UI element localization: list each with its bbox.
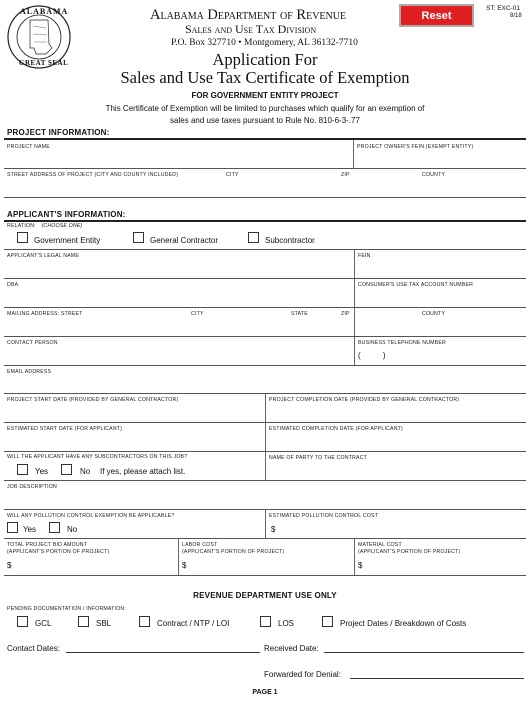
los-checkbox[interactable] [260,616,271,627]
bid-amount-dollar: $ [7,561,12,570]
subcontractor-checkbox[interactable] [248,232,259,243]
gcl-label: GCL [35,619,52,628]
project-street-label: STREET ADDRESS OF PROJECT (CITY AND COUNTY INCLUDED) [7,172,179,178]
contact-dates-label: Contact Dates: [7,644,60,653]
pollution-yes-label: Yes [23,525,37,534]
email-label: EMAIL ADDRESS [7,369,52,375]
form-title-line2: Sales and Use Tax Certificate of Exemption [120,68,410,87]
project-dates-checkbox[interactable] [322,616,333,627]
general-contractor-label: General Contractor [150,236,219,245]
project-dates-label: Project Dates / Breakdown of Costs [340,619,467,628]
contract-checkbox[interactable] [139,616,150,627]
form-title-line1: Application For [212,50,318,69]
project-section-heading: PROJECT INFORMATION: [7,128,110,137]
contact-person-label: CONTACT PERSON [7,340,58,346]
bid-amount-label: TOTAL PROJECT BID AMOUNT [7,542,88,548]
mailing-address: P.O. Box 327710 • Montgomery, AL 36132-7710 [171,38,358,48]
material-cost-sublabel: (APPLICANT'S PORTION OF PROJECT) [358,549,461,555]
job-description-label: JOB DESCRIPTION [7,484,57,490]
party-to-contract-field[interactable] [266,452,526,480]
mailing-county-label: COUNTY [422,311,446,317]
pollution-no-checkbox[interactable] [49,522,60,533]
seal-bottom-text: GREAT SEAL [19,59,69,67]
mailing-street-label: MAILING ADDRESS: STREET [7,311,83,317]
material-cost-field[interactable] [355,539,526,575]
subcontractor-label: Subcontractor [265,236,315,245]
bid-amount-field[interactable] [4,539,178,575]
phone-area-code: ( ) [358,351,386,360]
use-tax-account-label: CONSUMER'S USE TAX ACCOUNT NUMBER [358,282,474,288]
los-label: LOS [278,619,295,628]
party-to-contract-label: NAME OF PARTY TO THE CONTRACT [269,455,368,461]
form-subtitle: FOR GOVERNMENT ENTITY PROJECT [191,91,339,100]
project-name-field[interactable] [4,140,353,168]
government-entity-label: Government Entity [34,236,101,245]
project-city-label: CITY [226,172,239,178]
relation-text: RELATION: [7,223,36,229]
forwarded-denial-line[interactable] [350,678,524,679]
owner-fein-label: PROJECT OWNER'S FEIN (EXEMPT ENTITY) [357,144,474,150]
labor-cost-label: LABOR COST [182,542,218,548]
legal-name-field[interactable] [4,250,354,278]
subcontractors-no-label: No [80,467,91,476]
labor-cost-sublabel: (APPLICANT'S PORTION OF PROJECT) [182,549,285,555]
start-date-gc-field[interactable] [4,394,265,422]
sbl-checkbox[interactable] [78,616,89,627]
subcontractors-yes-checkbox[interactable] [17,464,28,475]
received-date-line[interactable] [324,652,524,653]
business-phone-field[interactable] [355,337,526,365]
email-field[interactable] [4,366,526,393]
use-tax-account-field[interactable] [355,279,526,307]
completion-date-gc-field[interactable] [266,394,526,422]
row-divider [4,197,526,198]
labor-cost-dollar: $ [182,561,187,570]
choose-one-text: (CHOOSE ONE) [41,223,83,229]
pending-docs-label: PENDING DOCUMENTATION / INFORMATION: [7,606,127,612]
owner-fein-field[interactable] [354,140,526,168]
division-name: Sales and Use Tax Division [185,22,317,36]
contact-person-field[interactable] [4,337,354,365]
completion-date-gc-label: PROJECT COMPLETION DATE (PROVIDED BY GENERAL CONTRACTOR) [269,397,460,403]
sbl-label: SBL [96,619,112,628]
completion-date-applicant-field[interactable] [266,423,526,451]
project-county-label: COUNTY [422,172,446,178]
job-description-field[interactable] [4,481,526,509]
pollution-cost-label: ESTIMATED POLLUTION CONTROL COST [269,513,379,519]
fein-field[interactable] [355,250,526,278]
general-contractor-checkbox[interactable] [133,232,144,243]
subcontractors-question: WILL THE APPLICANT HAVE ANY SUBCONTRACTORS ON THIS JOB? [7,454,188,460]
dba-label: DBA [7,282,19,288]
form-description-1: This Certificate of Exemption will be limited to purchases which qualify for an exemption of [105,104,425,113]
start-date-applicant-label: ESTIMATED START DATE (FOR APPLICANT) [7,426,123,432]
page-number: PAGE 1 [252,689,278,696]
pollution-no-label: No [67,525,78,534]
form-number: ST: EXC-01 [486,5,520,12]
contact-dates-line[interactable] [66,652,260,653]
government-entity-checkbox[interactable] [17,232,28,243]
pollution-cost-field[interactable] [266,510,526,538]
dba-field[interactable] [4,279,354,307]
start-date-gc-label: PROJECT START DATE (PROVIDED BY GENERAL CONTRACTOR) [7,397,179,403]
mailing-zip-label: ZIP [341,311,350,317]
project-zip-label: ZIP [341,172,350,178]
form-description-2: sales and use taxes pursuant to Rule No. 810-6-3-.77 [170,116,360,125]
form-date: 8/18 [510,13,522,19]
start-date-applicant-field[interactable] [4,423,265,451]
revenue-section-heading: REVENUE DEPARTMENT USE ONLY [193,591,337,600]
relation-label [7,223,83,229]
row-divider [4,575,526,576]
project-street-field[interactable] [4,169,526,197]
legal-name-label: APPLICANT'S LEGAL NAME [7,253,80,259]
labor-cost-field[interactable] [179,539,354,575]
mailing-city-label: CITY [191,311,204,317]
completion-date-applicant-label: ESTIMATED COMPLETION DATE (FOR APPLICANT) [269,426,403,432]
subcontractors-no-checkbox[interactable] [61,464,72,475]
mailing-state-label: STATE [291,311,308,317]
department-name: Alabama Department of Revenue [150,7,347,23]
material-cost-label: MATERIAL COST [358,542,402,548]
fein-label: FEIN [358,253,371,259]
section-divider [4,220,526,222]
attach-list-note: If yes, please attach list. [100,467,186,476]
subcontractors-yes-label: Yes [35,467,49,476]
material-cost-dollar: $ [358,561,363,570]
pollution-cost-dollar: $ [271,525,276,534]
pollution-question: WILL ANY POLLUTION CONTROL EXEMPTION BE APPLICABLE? [7,513,175,519]
applicant-section-heading: APPLICANT'S INFORMATION: [7,210,126,219]
business-phone-label: BUSINESS TELEPHONE NUMBER [358,340,446,346]
contract-label: Contract / NTP / LOI [157,619,230,628]
forwarded-denial-label: Forwarded for Denial: [264,670,341,679]
pollution-yes-checkbox[interactable] [7,522,18,533]
gcl-checkbox[interactable] [17,616,28,627]
project-name-label: PROJECT NAME [7,144,50,150]
received-date-label: Received Date: [264,644,319,653]
mailing-address-field[interactable] [4,308,526,336]
bid-amount-sublabel: (APPLICANT'S PORTION OF PROJECT) [7,549,110,555]
seal-top-text: ALABAMA [20,7,69,16]
reset-button[interactable]: Reset [399,4,474,27]
